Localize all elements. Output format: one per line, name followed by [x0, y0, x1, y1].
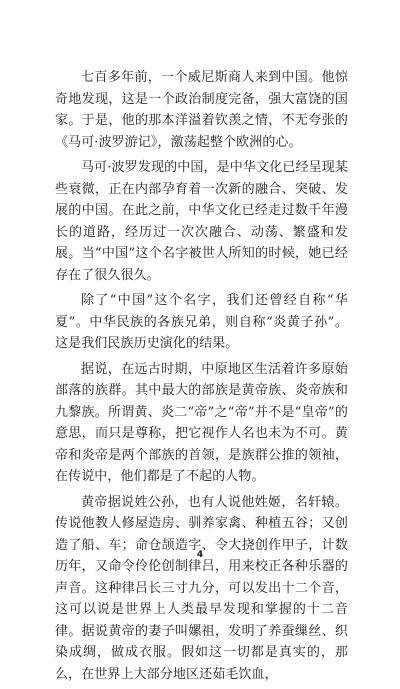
- paragraph-2: 马可·波罗发现的中国，是中华文化已经呈现某些衰微，正在内部孕育着一次新的融合、突破、发展的中国。在此之前，中华文化已经走过数千年漫长的道路，经历过一次次融合、动荡、繁盛和发展。当“中国”这个名字被世人所知的时候，她已经存在了很久很久。: [55, 160, 348, 283]
- paragraph-3: 除了“中国”这个名字，我们还曾经自称“华夏”。中华民族的各族兄弟，则自称“炎黄子孙”。这是我们民族历史演化的结果。: [55, 293, 348, 351]
- body-text: [55, 67, 348, 689]
- paragraph-5: 黄帝据说姓公孙，也有人说他姓姬，名轩辕。传说他教人修屋造房、驯养家禽、种植五谷；又创造了船、车；命仓颉造字、令大挠创作甲子，计数历年，又命令伶伦创制律吕，用来校正各种乐器的声音。这种律吕长三寸九分，可以发出十二个音，这可以说是世界上人类最早发现和掌握的十二音律。据说黄帝的妻子叫嫘祖，发明了养蚕缫丝、织染成绸，做成衣服。假如这一切都是真实的，那么，在世界上大部分地区还茹毛饮血，: [55, 494, 348, 682]
- paragraph-4: 据说，在远古时期，中原地区生活着许多原始部落的族群。其中最大的部族是黄帝族、炎帝族和九黎族。所谓黄、炎二“帝”之“帝”并不是“皇帝”的意思，而只是尊称，把它视作人名也未为不可。黄帝和炎帝是两个部族的首领，是族群公推的领袖，在传说中，他们都是了不起的人物。: [55, 361, 348, 484]
- paragraph-1: 七百多年前，一个威尼斯商人来到中国。他惊奇地发现，这是一个政治制度完备，强大富饶的国家。于是，他的那本洋溢着钦羡之情，不无夸张的《马可·波罗游记》，激荡起整个欧洲的心。: [55, 70, 348, 150]
- page-number: 4: [196, 550, 204, 560]
